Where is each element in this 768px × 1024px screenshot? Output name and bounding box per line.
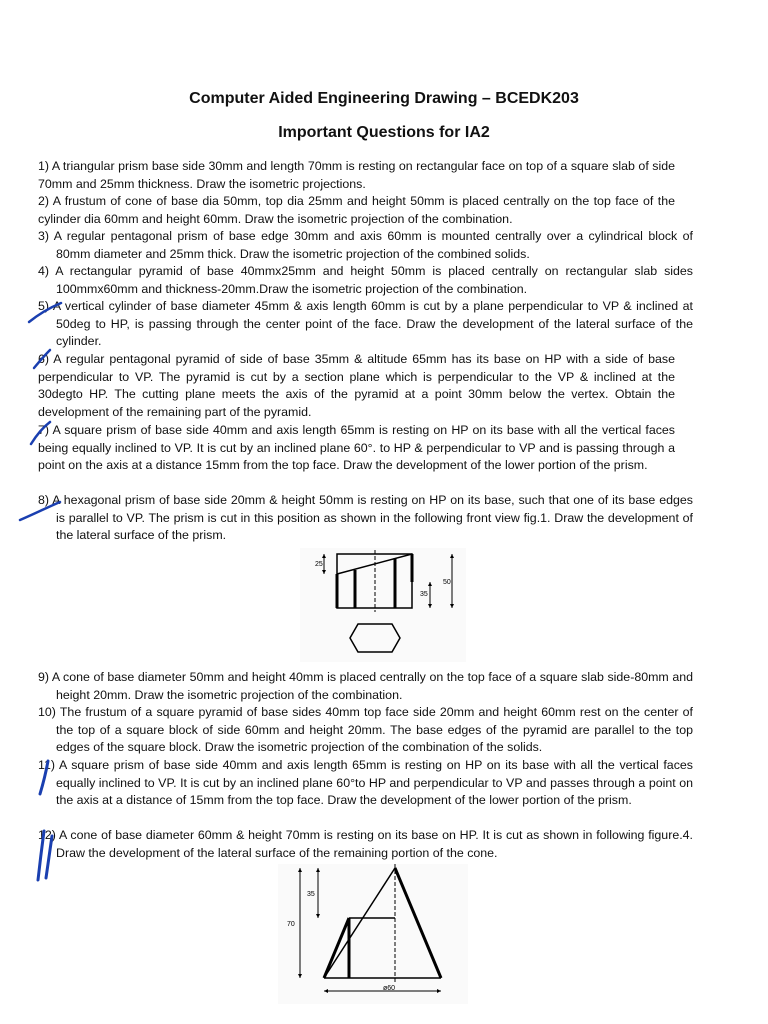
fig4-dim-height: 70 — [287, 921, 295, 928]
question-8: 8) A hexagonal prism of base side 20mm & height 50mm is resting on HP on its base, such that one of its base edges is parallel to VP. The prism is cut in this position as shown in the following front view fig.1. Draw the development of the lateral surface of the prism. — [38, 493, 693, 543]
question-3: 3) A regular pentagonal prism of base edge 30mm and axis 60mm is mounted centrally over a cylindrical block of 80mm diameter and 25mm thick. Draw the isometric projection of the combined solids. — [38, 229, 693, 261]
question-1: 1) A triangular prism base side 30mm and length 70mm is resting on rectangular face on top of a square slab of side 70mm and 25mm thickness. Draw the isometric projections. — [38, 159, 675, 191]
question-2: 2) A frustum of cone of base dia 50mm, top dia 25mm and height 50mm is placed centrally on the top face of the cylinder dia 60mm and height 60mm. Draw the isometric projection of the combination. — [38, 194, 675, 226]
question-12: 12) A cone of base diameter 60mm & height 70mm is resting on its base on HP. It is cut as shown in following figure.4. Draw the development of the lateral surface of the remaining portion of the cone. — [38, 828, 693, 860]
question-4: 4) A rectangular pyramid of base 40mmx25mm and height 50mm is placed centrally on rectangular slab sides 100mmx60mm and thickness-20mm.Draw the isometric projection of the combination. — [38, 264, 693, 296]
fig4-dim-top: 35 — [307, 891, 315, 898]
question-10: 10) The frustum of a square pyramid of base sides 40mm top face side 20mm and height 60mm rest on the center of the top of a square block of side 60mm and height 20mm. The base edges of the pyramid are parallel to the top edges of the square block. Draw the isometric projection of the combination of the solids. — [38, 705, 693, 755]
pen-tick-12 — [34, 828, 58, 884]
pen-tick-8 — [16, 496, 64, 526]
figure-1 — [300, 548, 466, 667]
figure-4 — [278, 864, 468, 1009]
document-subtitle: Important Questions for IA2 — [278, 124, 490, 141]
question-7: 7) A square prism of base side 40mm and axis length 65mm is resting on HP on its base with all the vertical faces being equally inclined to VP. It is cut by an inclined plane 60°. to HP & perpendicular to VP and is passing through a point on the axis at a distance 15mm from the top face. Draw the development of the lower portion of the prism. — [38, 423, 675, 473]
question-5: 5) A vertical cylinder of base diameter 45mm & axis length 60mm is cut by a plane perpendicular to VP & inclined at 50deg to HP, is passing through the center point of the face. Draw the development of the lateral surface of the cylinder. — [38, 299, 693, 349]
question-9: 9) A cone of base diameter 50mm and height 40mm is placed centrally on the top face of a square slab side-80mm and height 20mm. Draw the isometric projection of the combination. — [38, 670, 693, 702]
question-6: 6) A regular pentagonal pyramid of side of base 35mm & altitude 65mm has its base on HP with a side of base perpendicular to VP. The pyramid is cut by a section plane which is perpendicular to the VP & inclined at the 30degto HP. The cutting plane meets the axis of the pyramid at a point 30mm below the vertex. Obtain the development of the remaining part of the pyramid. — [38, 352, 675, 419]
pen-tick-7 — [26, 420, 56, 448]
document-title: Computer Aided Engineering Drawing – BCEDK203 — [189, 90, 579, 107]
pen-tick-11 — [34, 758, 54, 798]
fig1-dim-right: 50 — [443, 579, 451, 586]
fig4-dim-base: ø60 — [383, 985, 396, 992]
pen-tick-6 — [30, 348, 56, 374]
pen-tick-5 — [25, 300, 65, 330]
fig1-dim-left: 25 — [315, 561, 323, 568]
fig1-dim-inner: 35 — [420, 591, 428, 598]
question-11: 11) A square prism of base side 40mm and axis length 65mm is resting on HP on its base with all the vertical faces equally inclined to VP. It is cut by an inclined plane 60°to HP and perpendicular to VP and passes through a point on the axis at a distance of 15mm from the top face. Draw the development of the lower portion of the prism. — [38, 758, 693, 808]
